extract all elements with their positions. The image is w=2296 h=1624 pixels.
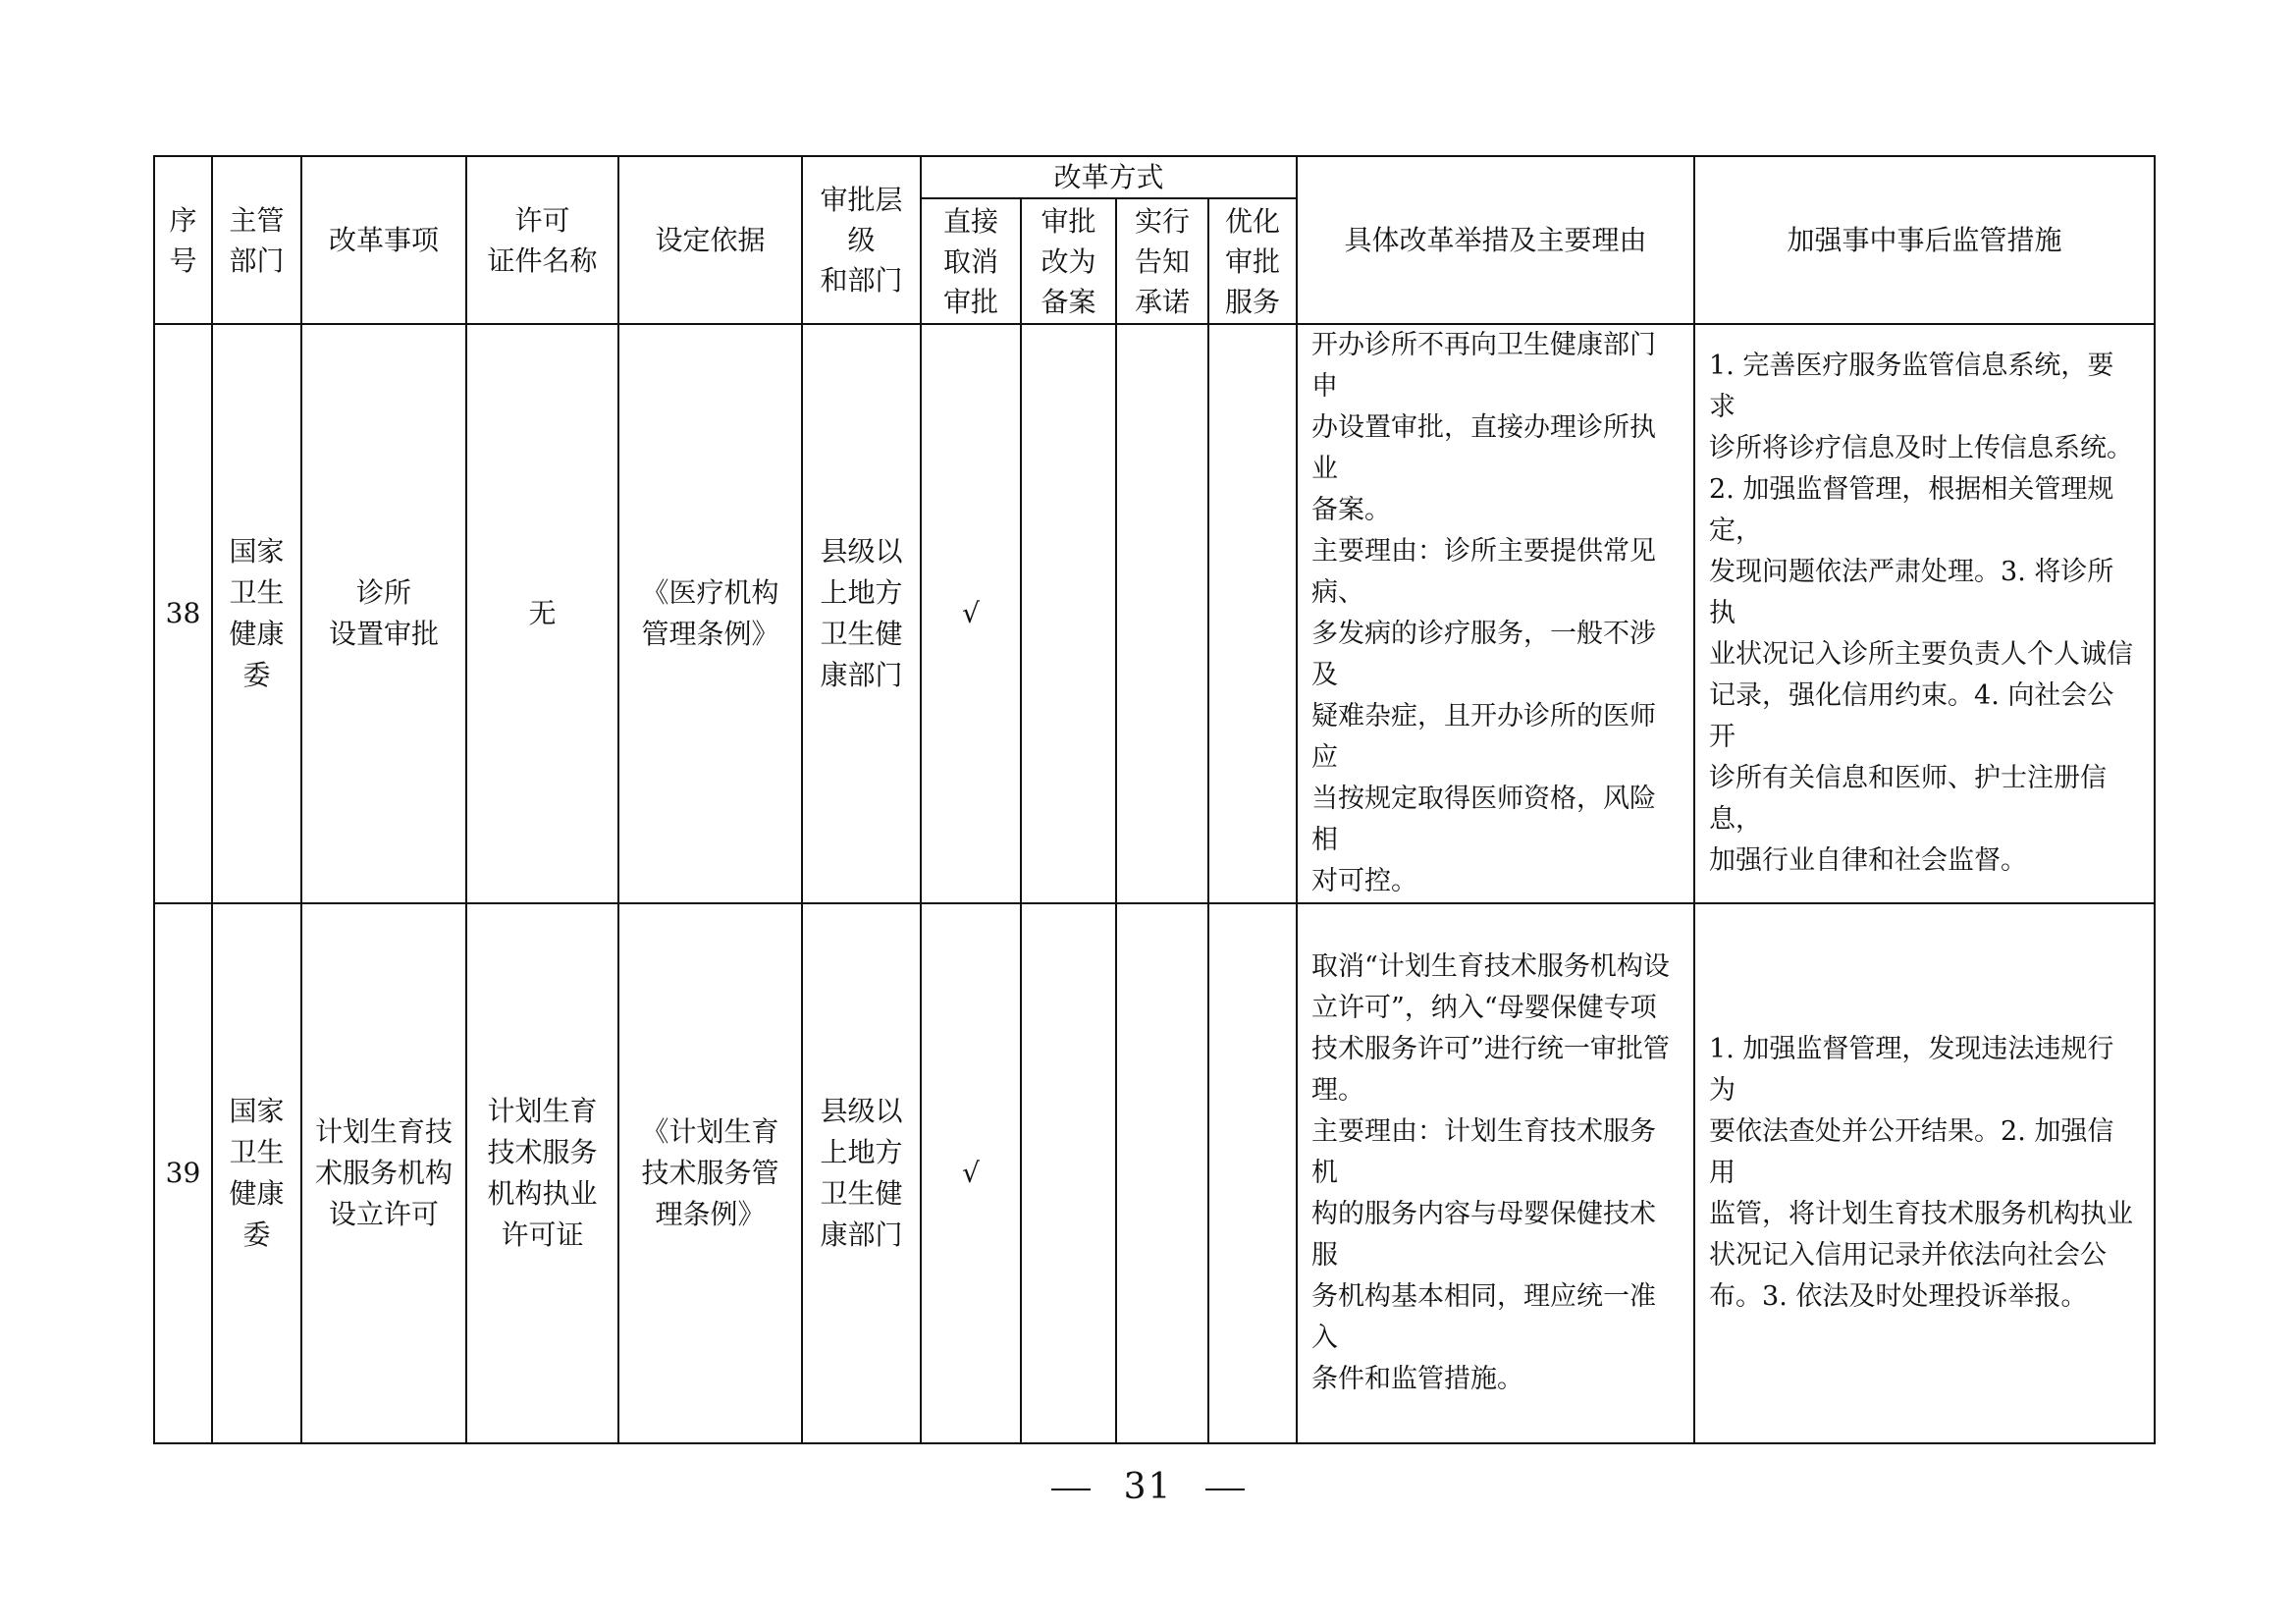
cell-level: 县级以 上地方 卫生健 康部门 — [802, 903, 921, 1443]
header-basis: 设定依据 — [618, 156, 802, 324]
header-method-cancel: 直接 取消 审批 — [921, 198, 1021, 324]
cell-item: 诊所 设置审批 — [301, 324, 466, 903]
header-reform-group: 改革方式 — [921, 156, 1297, 198]
check-mark: √ — [962, 1157, 980, 1189]
cell-method-optimize — [1208, 903, 1297, 1443]
header-seq: 序 号 — [154, 156, 212, 324]
header-level: 审批层级 和部门 — [802, 156, 921, 324]
cell-method-filing — [1021, 324, 1116, 903]
cell-supervision: 1. 加强监督管理，发现违法违规行为 要依法查处并公开结果。2. 加强信用 监管，将计划生育技术服务机构执业 状况记入信用记录并依法向社会公 布。3. 依法及时处理投诉举报。 — [1694, 903, 2155, 1443]
cell-method-cancel — [921, 903, 1021, 1443]
cell-method-cancel — [921, 324, 1021, 903]
cell-supervision: 1. 完善医疗服务监管信息系统，要求 诊所将诊疗信息及时上传信息系统。 2. 加强监督管理，根据相关管理规定， 发现问题依法严肃处理。3. 将诊所执 业状况记入诊所主要负责人个人诚信 记录，强化信用约束。4. 向社会公开 诊所有关信息和医师、护士注册信息， 加强行业自律和社会监督。 — [1694, 324, 2155, 903]
cell-level: 县级以 上地方 卫生健 康部门 — [802, 324, 921, 903]
header-license: 许可 证件名称 — [466, 156, 618, 324]
table-row — [154, 324, 2155, 903]
header-measures: 具体改革举措及主要理由 — [1297, 156, 1694, 324]
cell-measures: 取消“计划生育技术服务机构设 立许可”，纳入“母婴保健专项 技术服务许可”进行统一审批管 理。 主要理由：计划生育技术服务机 构的服务内容与母婴保健技术服 务机构基本相同，理应统一准入 条件和监管措施。 — [1297, 903, 1694, 1443]
dash-right — [1205, 1489, 1245, 1490]
cell-license: 无 — [466, 324, 618, 903]
cell-dept: 国家 卫生 健康委 — [212, 903, 301, 1443]
cell-license: 计划生育 技术服务 机构执业 许可证 — [466, 903, 618, 1443]
cell-item: 计划生育技 术服务机构 设立许可 — [301, 903, 466, 1443]
header-method-notify: 实行 告知 承诺 — [1116, 198, 1208, 324]
check-mark: √ — [962, 597, 980, 629]
header-item: 改革事项 — [301, 156, 466, 324]
cell-method-optimize — [1208, 324, 1297, 903]
cell-basis: 《医疗机构 管理条例》 — [618, 324, 802, 903]
table-row — [154, 903, 2155, 1443]
cell-measures: 开办诊所不再向卫生健康部门申 办设置审批，直接办理诊所执业 备案。 主要理由：诊所主要提供常见病、 多发病的诊疗服务，一般不涉及 疑难杂症，且开办诊所的医师应 当按规定取得医师资格，风险相 对可控。 — [1297, 324, 1694, 903]
page-number: 31 — [0, 1467, 2296, 1507]
header-supervision: 加强事中事后监管措施 — [1694, 156, 2155, 324]
cell-method-notify — [1116, 324, 1208, 903]
cell-seq: 39 — [154, 903, 212, 1443]
cell-method-notify — [1116, 903, 1208, 1443]
header-method-filing: 审批 改为 备案 — [1021, 198, 1116, 324]
cell-dept: 国家 卫生 健康委 — [212, 324, 301, 903]
header-dept: 主管 部门 — [212, 156, 301, 324]
reform-table — [153, 155, 2156, 1444]
cell-seq: 38 — [154, 324, 212, 903]
dash-left — [1051, 1489, 1091, 1490]
cell-basis: 《计划生育 技术服务管 理条例》 — [618, 903, 802, 1443]
header-method-optimize: 优化 审批 服务 — [1208, 198, 1297, 324]
cell-method-filing — [1021, 903, 1116, 1443]
